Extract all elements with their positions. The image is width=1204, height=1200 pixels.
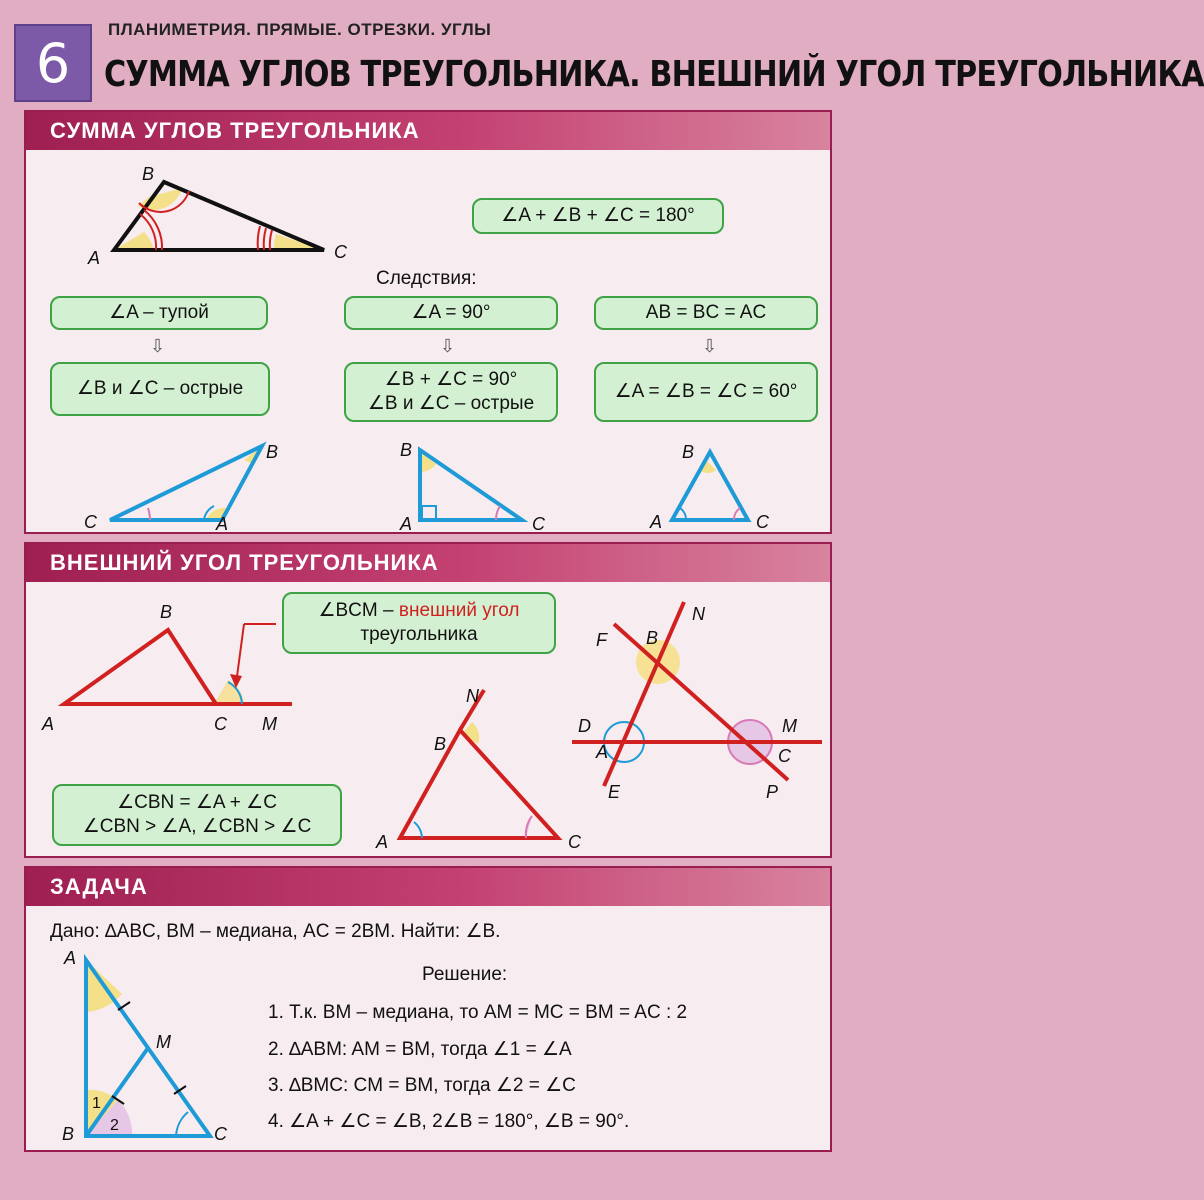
solution-step-3: 3. ∆BMC: CM = BM, тогда ∠2 = ∠C [268, 1075, 576, 1096]
solution-step-4: 4. ∠A + ∠C = ∠B, 2∠B = 180°, ∠B = 90°. [268, 1111, 630, 1132]
solution-step-1: 1. Т.к. BM – медиана, то AM = MC = BM = AC : 2 [268, 1002, 688, 1023]
label-b-equi: B [682, 442, 695, 462]
label-c: C [214, 1124, 227, 1144]
label-p: P [766, 782, 779, 802]
note-line2: треугольника [360, 624, 478, 645]
label-b: B [62, 1124, 75, 1144]
section-angle-sum [24, 110, 832, 534]
case3-result: ∠A = ∠B = ∠C = 60° [594, 362, 818, 422]
label-a-equi: A [650, 512, 663, 532]
label-c-2: C [568, 832, 581, 852]
formula-line2: ∠CBN > ∠A, ∠CBN > ∠C [82, 816, 312, 837]
arrow-down-icon: ⇩ [702, 336, 718, 356]
label-a-2: A [376, 832, 389, 852]
note-term: ∠BCM – [318, 600, 399, 622]
label-a: A [64, 948, 77, 968]
label-a: A [88, 248, 101, 268]
label-b-lines: B [646, 628, 659, 648]
label-c: C [214, 714, 227, 734]
section-angle-sum-title: СУММА УГЛОВ ТРЕУГОЛЬНИКА [26, 112, 830, 150]
label-n: N [466, 686, 479, 706]
label-a: A [42, 714, 55, 734]
problem-triangle-diagram [26, 868, 834, 1154]
solution-label: Решение: [422, 964, 508, 985]
angle-mark-c-3 [258, 226, 260, 250]
exterior-angle-note [282, 592, 556, 654]
label-d: D [578, 716, 591, 736]
case3-condition: AB = BC = AC [594, 296, 818, 330]
triangle-obtuse [110, 446, 262, 520]
label-b: B [160, 602, 173, 622]
note-line1 [318, 599, 519, 623]
label-c: C [334, 242, 347, 262]
label-c-right: C [532, 514, 545, 534]
corollaries-label: Следствия: [376, 268, 477, 289]
label-b: B [142, 164, 155, 184]
case2-condition: ∠A = 90° [344, 296, 558, 330]
formula-angle-sum: ∠A + ∠B + ∠C = 180° [472, 198, 724, 234]
label-m: M [262, 714, 277, 734]
section-problem-title: ЗАДАЧА [26, 868, 830, 906]
angle-mark-c-2 [264, 228, 266, 250]
page-title: СУММА УГЛОВ ТРЕУГОЛЬНИКА. ВНЕШНИЙ УГОЛ ТРЕУГОЛЬНИКА [104, 54, 1204, 95]
problem-given: Дано: ∆ABC, BM – медиана, AC = 2BM. Найти: ∠B. [50, 921, 501, 942]
angle-mark-c-right [496, 506, 500, 520]
angle-mark-c-ext [526, 816, 532, 838]
label-m-lines: M [782, 716, 797, 736]
callout-line-2 [236, 624, 244, 684]
case2-result-line1: ∠B + ∠C = 90° [384, 369, 518, 391]
label-e: E [608, 782, 621, 802]
label-b-obtuse: B [266, 442, 279, 462]
case2-result-line2: ∠B и ∠C – острые [367, 393, 535, 414]
label-c-obtuse: C [84, 512, 97, 532]
angle-mark-c-1 [270, 230, 272, 250]
line-ne [604, 602, 684, 786]
label-b-right: B [400, 440, 413, 460]
exterior-angle-formula [52, 784, 342, 846]
formula-line1: ∠CBN = ∠A + ∠C [117, 792, 277, 814]
label-angle-2: 2 [110, 1117, 119, 1134]
label-c-lines: C [778, 746, 791, 766]
case1-result: ∠B и ∠C – острые [50, 362, 270, 416]
page-subtitle: ПЛАНИМЕТРИЯ. ПРЯМЫЕ. ОТРЕЗКИ. УГЛЫ [108, 20, 492, 39]
arrow-down-icon: ⇩ [440, 336, 456, 356]
section-exterior-angle [24, 542, 832, 858]
label-c-equi: C [756, 512, 769, 532]
case2-result [344, 362, 558, 422]
section-exterior-angle-title: ВНЕШНИЙ УГОЛ ТРЕУГОЛЬНИКА [26, 544, 830, 582]
label-n-lines: N [692, 604, 705, 624]
label-f: F [596, 630, 607, 650]
label-a-lines: A [596, 742, 609, 762]
angle-mark-a-ext [414, 822, 422, 838]
triangle-abc-red-2 [400, 730, 558, 838]
arrow-down-icon: ⇩ [150, 336, 166, 356]
label-a-right: A [400, 514, 413, 534]
angle-mark-c [176, 1112, 188, 1136]
right-angle-mark [422, 506, 436, 520]
section-problem [24, 866, 832, 1152]
label-angle-1: 1 [92, 1095, 101, 1112]
lesson-number: 6 [14, 24, 92, 102]
case1-condition: ∠A – тупой [50, 296, 268, 330]
label-b-2: B [434, 734, 447, 754]
solution-step-2: 2. ∆ABM: AM = BM, тогда ∠1 = ∠A [268, 1039, 572, 1060]
triangle-abc-red [64, 630, 216, 704]
label-m: M [156, 1032, 171, 1052]
label-a-obtuse: A [216, 514, 229, 534]
note-highlight: внешний угол [398, 600, 520, 622]
